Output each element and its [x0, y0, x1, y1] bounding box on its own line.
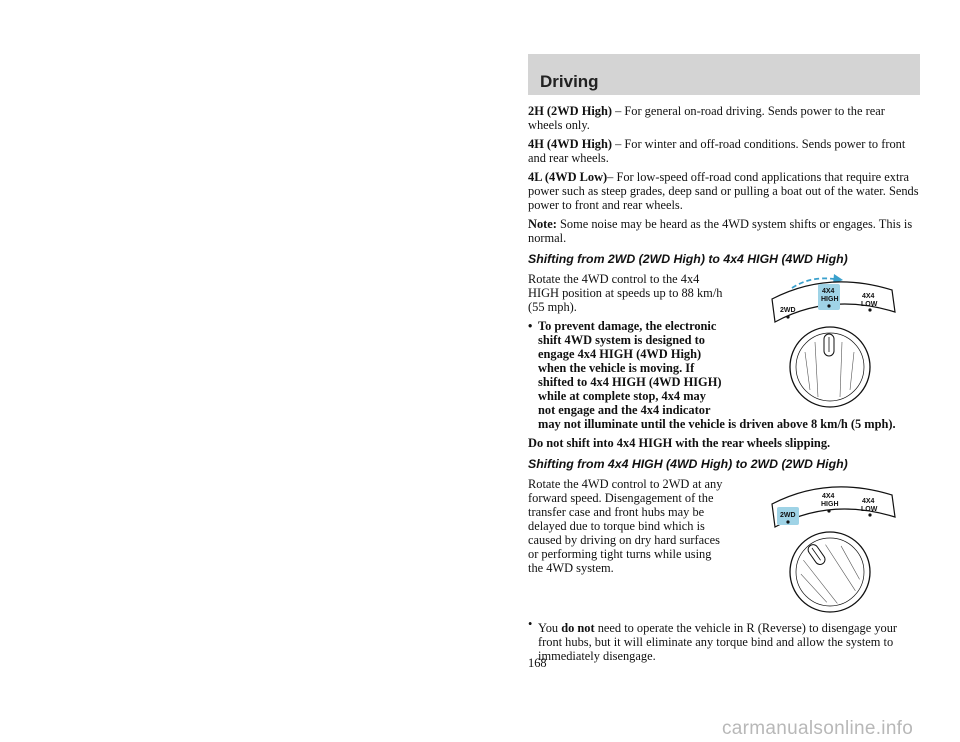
- section1-paragraph: Rotate the 4WD control to the 4x4 HIGH position at speeds up to 88 km/h (55 mph).: [528, 272, 723, 314]
- section1-heading: Shifting from 2WD (2WD High) to 4x4 HIGH (4WD High): [528, 252, 848, 266]
- label-4x4-low-l2: LOW: [861, 301, 878, 308]
- page-number: 168: [528, 656, 547, 670]
- label-4x4-low-l2: LOW: [861, 506, 878, 513]
- page-content: [528, 104, 920, 668]
- indicator-dot-low: [868, 308, 871, 311]
- mode-4h: 4H (4WD High) – For winter and off-road conditions. Sends power to front and rear wheels.: [528, 137, 906, 165]
- label-4x4-high-l1: 4X4: [822, 288, 835, 295]
- watermark: carmanualsonline.info: [722, 718, 914, 739]
- indicator-dot-high: [827, 509, 830, 512]
- label-4x4-high-l2: HIGH: [821, 501, 839, 508]
- indicator-dot-low: [868, 513, 871, 516]
- label-4x4-high-l2: HIGH: [821, 296, 839, 303]
- indicator-dot-high: [827, 304, 830, 307]
- dial-knob-icon: [790, 531, 870, 612]
- section1-warning: Do not shift into 4x4 HIGH with the rear wheels slipping.: [528, 436, 831, 450]
- label-2wd: 2WD: [780, 307, 796, 314]
- mode-2h: 2H (2WD High) – For general on-road driving. Sends power to the rear wheels only.: [528, 104, 885, 132]
- indicator-dot-2wd: [786, 520, 789, 523]
- section2-paragraph: Rotate the 4WD control to 2WD at any forward speed. Disengagement of the transfer case and front hubs may be delayed due to torque bind which is caused by driving on dry hard surfaces or performing tight turns while using the 4WD system.: [528, 477, 723, 575]
- section-header-band: [528, 54, 920, 95]
- section-title: Driving: [540, 72, 599, 91]
- section1-bullet: • To prevent damage, the electronic shift 4WD system is designed to engage 4x4 HIGH (4WD High) when the vehicle is moving. If shifted to 4x4 HIGH (4WD HIGH) while at complete stop, 4x4 may not engage and the 4x4 indicator may not illuminate until the vehicle is driven above 8 km/h (5 mph).: [528, 319, 896, 431]
- label-4x4-high-l1: 4X4: [822, 493, 835, 500]
- note: Note: Some noise may be heard as the 4WD system shifts or engages. This is normal.: [528, 217, 913, 245]
- label-4x4-low-l1: 4X4: [862, 498, 875, 505]
- label-2wd: 2WD: [780, 512, 796, 519]
- mode-4l: 4L (4WD Low)– For low-speed off-road cond applications that require extra power such as steep grades, deep sand or pulling a boat out of the water. Sends power to front and rear wheels.: [528, 170, 919, 212]
- dial-illustration-2wd: [730, 477, 920, 617]
- label-4x4-low-l1: 4X4: [862, 293, 875, 300]
- section2-bullet: • You do not need to operate the vehicle in R (Reverse) to disengage your front hubs, but it will eliminate any torque bind and allow the system to immediately disengage.: [528, 617, 898, 663]
- section2-heading: Shifting from 4x4 HIGH (4WD High) to 2WD (2WD High): [528, 457, 848, 471]
